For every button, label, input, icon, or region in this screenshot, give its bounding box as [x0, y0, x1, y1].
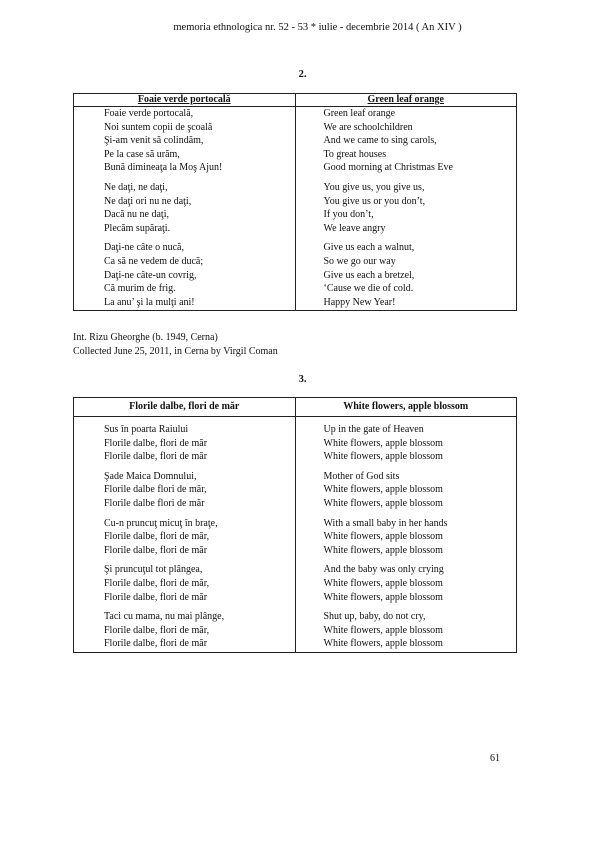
lyric-line: Give us each a bretzel, [323, 269, 415, 281]
lyric-line: Daţi-ne câte-un covrig, [104, 269, 197, 281]
stanza [104, 107, 295, 175]
lyric-line: Ne daţi, ne daţi, [104, 181, 168, 193]
collection-note: Collected June 25, 2011, in Cerna by Virgil Coman [73, 346, 278, 357]
lyric-line: White flowers, apple blossom [323, 624, 443, 636]
lyric-line: Foaie verde portocală, [104, 108, 194, 119]
poem-title-english: White flowers, apple blossom [295, 398, 517, 417]
lyric-line: White flowers, apple blossom [323, 437, 443, 449]
stanza [104, 181, 295, 235]
stanza [324, 241, 517, 309]
poem-table-body-row [74, 417, 517, 653]
lyric-line: Florile dalbe, flori de măr [104, 544, 208, 556]
section-number-2: 2. [298, 69, 307, 80]
stanza [324, 107, 517, 175]
lyric-line: White flowers, apple blossom [323, 591, 443, 603]
lyric-line: Sus în poarta Raiului [104, 424, 189, 435]
stanza [104, 517, 295, 558]
lyric-line: Şi pruncuţul tot plângea, [104, 564, 203, 576]
poem-title-romanian: Florile dalbe, flori de măr [74, 398, 296, 417]
lyric-line: White flowers, apple blossom [323, 577, 443, 589]
poem-table-2 [73, 93, 517, 311]
stanza [324, 563, 517, 604]
lyric-line: White flowers, apple blossom [323, 544, 443, 556]
stanza [324, 517, 517, 558]
lyric-line: Plecăm supăraţi. [104, 222, 171, 234]
lyric-line: ‘Cause we die of cold. [323, 283, 414, 295]
stanza [104, 423, 295, 464]
lyric-line: You give us, you give us, [323, 181, 425, 193]
lyric-line: You give us or you don’t, [323, 195, 426, 207]
lyric-line: Up in the gate of Heaven [323, 424, 424, 435]
lyric-line: Florile dalbe, flori de măr [104, 437, 208, 449]
lyric-line: We leave angry [323, 222, 386, 234]
poem-table-header-row [74, 398, 517, 417]
lyric-line: White flowers, apple blossom [323, 638, 443, 650]
lyric-line: Florile dalbe, flori de măr [104, 591, 208, 603]
romanian-lyrics-column [74, 417, 296, 653]
poem-title-romanian: Foaie verde portocală [74, 94, 296, 107]
english-lyrics-column [295, 417, 517, 653]
lyric-line: And we came to sing carols, [323, 135, 437, 147]
poem-table-body-row [74, 107, 517, 311]
lyric-line: Give us each a walnut, [323, 242, 415, 254]
lyric-line: To great houses [323, 148, 387, 160]
stanza [104, 241, 295, 309]
lyric-line: Shut up, baby, do not cry, [323, 611, 426, 623]
informant-note: Int. Rizu Gheorghe (b. 1949, Cerna) [73, 332, 218, 343]
lyric-line: If you don’t, [323, 209, 374, 221]
lyric-line: Florile dalbe, flori de măr [104, 451, 208, 463]
lyric-line: Ne daţi ori nu ne daţi, [104, 195, 192, 207]
lyric-line: So we go our way [323, 255, 396, 267]
poem-table-3 [73, 397, 517, 653]
lyric-line: Good morning at Christmas Eve [323, 162, 453, 174]
lyric-line: Dacă nu ne daţi, [104, 209, 169, 221]
lyric-line: La anu’ şi la mulţi ani! [104, 296, 195, 308]
lyric-line: Florile dalbe, flori de măr [104, 638, 208, 650]
page-number: 61 [490, 753, 500, 764]
lyric-line: Pe la case să urăm, [104, 148, 180, 160]
lyric-line: Florile dalbe flori de măr [104, 497, 205, 509]
english-lyrics-column [295, 107, 517, 311]
lyric-line: White flowers, apple blossom [323, 497, 443, 509]
lyric-line: Florile dalbe, flori de măr, [104, 624, 210, 636]
stanza [324, 470, 517, 511]
stanza [104, 470, 295, 511]
poem-table-header-row [74, 94, 517, 107]
lyric-line: Florile dalbe, flori de măr, [104, 577, 210, 589]
stanza [324, 181, 517, 235]
lyric-line: White flowers, apple blossom [323, 451, 443, 463]
lyric-line: White flowers, apple blossom [323, 484, 443, 496]
lyric-line: Mother of God sits [323, 470, 400, 482]
lyric-line: With a small baby in her hands [323, 517, 448, 529]
stanza [104, 610, 295, 651]
lyric-line: We are schoolchildren [323, 121, 413, 133]
lyric-line: Cu-n pruncuţ micuţ în braţe, [104, 517, 218, 529]
stanza [324, 423, 517, 464]
poem-title-english: Green leaf orange [295, 94, 517, 107]
lyric-line: And the baby was only crying [323, 564, 444, 576]
lyric-line: Daţi-ne câte o nucă, [104, 242, 184, 254]
lyric-line: Florile dalbe flori de măr, [104, 484, 207, 496]
running-header: memoria ethnologica nr. 52 - 53 * iulie - decembrie 2014 ( An XIV ) [173, 22, 462, 33]
lyric-line: Happy New Year! [323, 296, 396, 308]
lyric-line: Noi suntem copii de şcoală [104, 121, 213, 133]
lyric-line: Taci cu mama, nu mai plânge, [104, 611, 225, 623]
lyric-line: Ca să ne vedem de ducă; [104, 255, 204, 267]
lyric-line: Şi-am venit să colindăm, [104, 135, 204, 147]
stanza [104, 563, 295, 604]
romanian-lyrics-column [74, 107, 296, 311]
lyric-line: Bună dimineaţa la Moş Ajun! [104, 162, 223, 174]
lyric-line: Green leaf orange [323, 108, 396, 119]
lyric-line: White flowers, apple blossom [323, 531, 443, 543]
lyric-line: Florile dalbe, flori de măr, [104, 531, 210, 543]
section-number-3: 3. [298, 374, 307, 385]
stanza [324, 610, 517, 651]
lyric-line: Şade Maica Domnului, [104, 470, 197, 482]
lyric-line: Că murim de frig. [104, 283, 176, 295]
